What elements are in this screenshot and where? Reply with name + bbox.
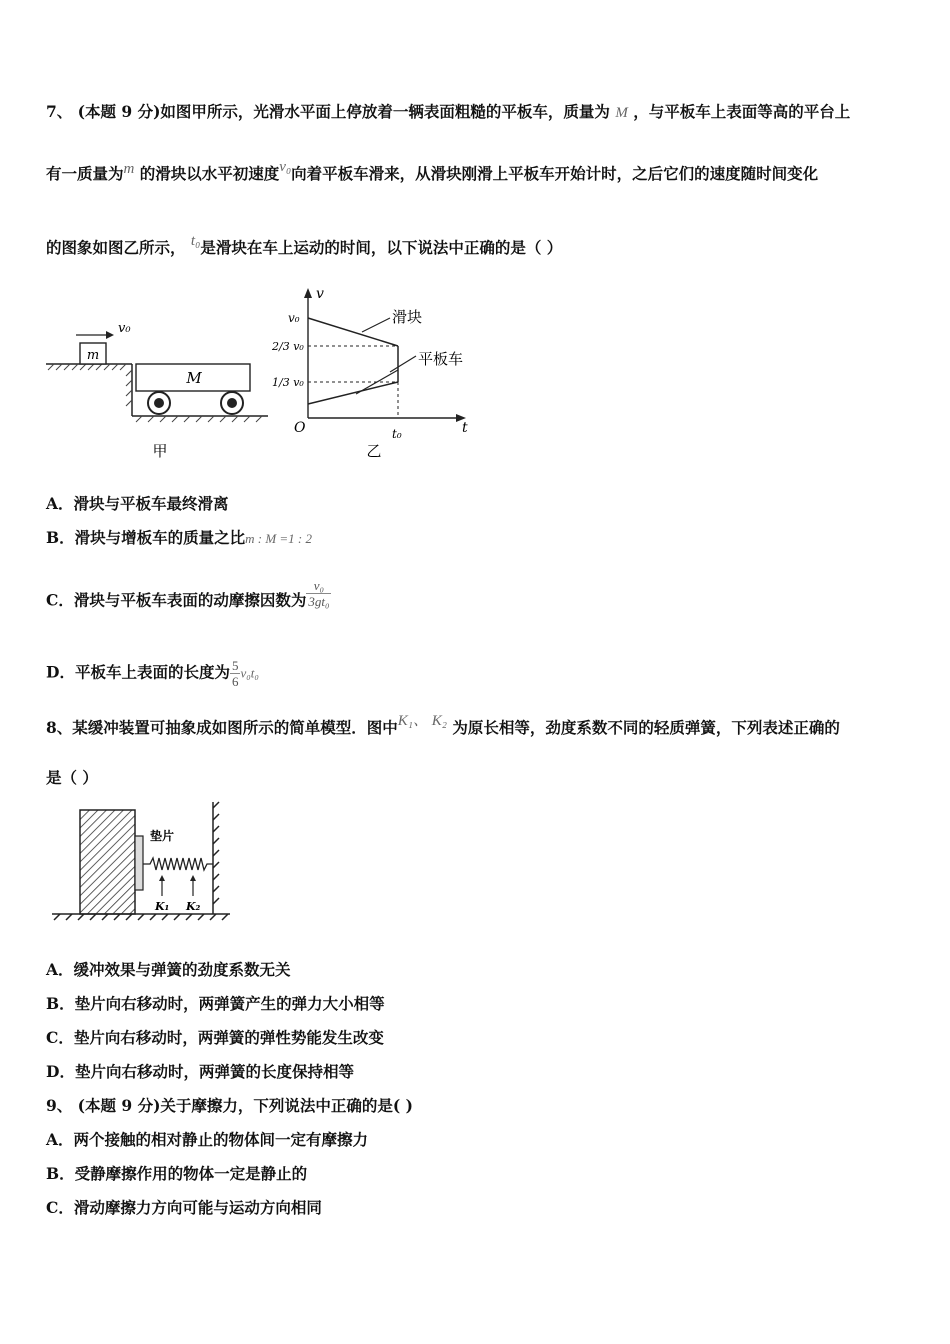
tick-t0: t₀	[392, 427, 402, 441]
math-fraction-length: $\frac{5}{6}$	[231, 658, 239, 689]
block-m-label: m	[86, 348, 100, 363]
q7-option-b[interactable]: B．滑块与增板车的质量之比m : M =1 : 2	[46, 528, 313, 547]
q7-figure	[40, 280, 490, 465]
axis-t-label: t	[462, 420, 468, 436]
math-v0: v₀	[279, 159, 292, 175]
q7-option-d[interactable]: D．平板车上表面的长度为 $\frac{5}{6}$ v₀t₀	[46, 658, 259, 689]
block	[80, 810, 135, 914]
math-t0: t₀	[190, 233, 201, 249]
q8-option-b[interactable]: B．垫片向右移动时，两弹簧产生的弹力大小相等	[46, 994, 385, 1013]
origin-label: O	[294, 420, 306, 436]
q9-option-c[interactable]: C．滑动摩擦力方向可能与运动方向相同	[46, 1198, 322, 1217]
tick-v0: v₀	[288, 311, 300, 325]
pad	[135, 836, 143, 890]
q7-option-c[interactable]: C．滑块与平板车表面的动摩擦因数为 $\frac{\text{v₀}}{\text{3gt₀}}$	[46, 578, 330, 610]
q7-stem-line1: 7、 (本题 9 分)如图甲所示，光滑水平面上停放着一辆表面粗糙的平板车，质量为 M ，与平板车上表面等高的平台上	[46, 102, 851, 121]
q7-option-a[interactable]: A．滑块与平板车最终滑离	[46, 494, 229, 513]
tick-one-third: 1/3 v₀	[272, 376, 304, 389]
q8-stem-line2: 是（ ）	[46, 768, 98, 787]
cart-wheels	[148, 392, 243, 414]
pad-label: 垫片	[150, 829, 175, 843]
v-axis-arrow	[304, 288, 312, 298]
math-ratio: m : M =1 : 2	[245, 531, 313, 546]
q9-stem: 9、 (本题 9 分)关于摩擦力，下列说法中正确的是( )	[46, 1096, 413, 1115]
caption-yi: 乙	[366, 442, 382, 460]
callout-slider	[362, 318, 390, 332]
math-K1-K2: K₁、 K₂	[397, 713, 447, 729]
callout-cart	[390, 356, 416, 372]
q9-option-b[interactable]: B．受静摩擦作用的物体一定是静止的	[46, 1164, 308, 1183]
q8-figure	[50, 798, 240, 928]
series-cart	[308, 382, 398, 404]
series-slider	[308, 318, 398, 346]
q8-option-a[interactable]: A．缓冲效果与弹簧的劲度系数无关	[46, 960, 291, 979]
math-m: m	[123, 161, 135, 177]
axis-v-label: v	[316, 286, 324, 302]
q7-stem-line2: 有一质量为m 的滑块以水平初速度v₀向着平板车滑来，从滑块刚滑上平板车开始计时，之后它们的速度随时间变化	[46, 159, 819, 183]
label-cart: 平板车	[418, 350, 464, 368]
q9-option-a[interactable]: A．两个接触的相对静止的物体间一定有摩擦力	[46, 1130, 369, 1149]
k2-label: K₂	[186, 900, 201, 913]
q8-option-d[interactable]: D．垫片向右移动时，两弹簧的长度保持相等	[46, 1062, 354, 1081]
spring-arrows	[162, 878, 193, 896]
math-fraction-mu: $\frac{\text{v₀}}{\text{3gt₀}}$	[308, 578, 330, 609]
v0-arrow-label: v₀	[118, 321, 131, 336]
spring	[143, 858, 213, 870]
q8-stem-line1: 8、某缓冲装置可抽象成如图所示的简单模型．图中K₁、 K₂ 为原长相等，劲度系数不同的轻质弹簧，下列表述正确的	[46, 713, 840, 737]
v0-arrowhead	[106, 331, 114, 339]
q7-stem-line3: 的图象如图乙所示， t₀是滑块在车上运动的时间，以下说法中正确的是（ ）	[46, 233, 563, 257]
k1-label: K₁	[155, 900, 170, 913]
tick-two-thirds: 2/3 v₀	[272, 340, 304, 353]
caption-jia: 甲	[152, 442, 168, 460]
label-slider: 滑块	[392, 308, 423, 326]
guide-lines	[308, 346, 398, 418]
floor	[52, 914, 230, 920]
q8-option-c[interactable]: C．垫片向右移动时，两弹簧的弹性势能发生改变	[46, 1028, 384, 1047]
cart-label: M	[186, 369, 202, 387]
wall	[213, 802, 219, 914]
math-M: M	[615, 105, 628, 121]
